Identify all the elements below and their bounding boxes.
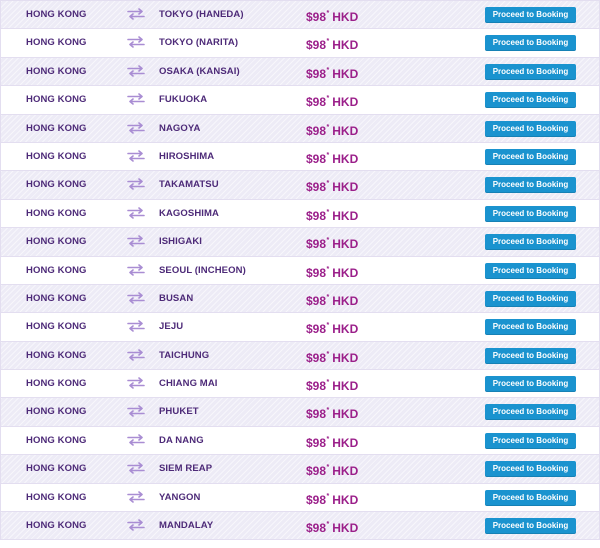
swap-arrows-icon [127, 320, 145, 332]
fare-price [306, 115, 358, 145]
destination-city: HIROSHIMA [159, 150, 215, 162]
route-row [0, 171, 600, 199]
destination-city: FUKUOKA [159, 94, 208, 106]
route-row [0, 455, 600, 483]
price-currency: HKD [332, 237, 359, 252]
origin-city: HONG KONG [26, 179, 87, 191]
route-row [0, 228, 600, 256]
proceed-to-booking-button[interactable]: Proceed to Booking [485, 319, 576, 335]
price-currency: HKD [332, 435, 359, 450]
proceed-to-booking-button[interactable]: Proceed to Booking [485, 92, 576, 108]
price-footnote-mark: * [326, 10, 330, 17]
price-amount: $98 [306, 38, 327, 53]
proceed-to-booking-button[interactable]: Proceed to Booking [485, 7, 576, 23]
price-currency: HKD [332, 350, 359, 365]
proceed-to-booking-button[interactable]: Proceed to Booking [485, 376, 576, 392]
price-footnote-mark: * [326, 293, 330, 301]
price-footnote-mark: * [326, 38, 330, 46]
origin-city: HONG KONG [26, 292, 87, 304]
price-footnote-mark: * [326, 521, 330, 529]
price-currency: HKD [332, 265, 359, 280]
destination-city: NAGOYA [159, 122, 201, 134]
price-currency: HKD [332, 10, 359, 24]
route-row [0, 1, 600, 29]
proceed-to-booking-button[interactable]: Proceed to Booking [485, 234, 576, 250]
price-footnote-mark: * [326, 151, 330, 159]
origin-city: HONG KONG [26, 463, 87, 475]
price-currency: HKD [332, 95, 359, 110]
swap-arrows-icon [127, 519, 145, 531]
swap-arrows-icon [127, 150, 145, 162]
price-footnote-mark: * [326, 123, 330, 131]
origin-city: HONG KONG [26, 378, 87, 390]
price-footnote-mark: * [326, 435, 330, 443]
swap-arrows-icon [127, 264, 145, 276]
route-row [0, 29, 600, 57]
route-row [0, 484, 600, 512]
swap-arrows-icon [127, 235, 145, 247]
route-row [0, 370, 600, 398]
origin-city: HONG KONG [26, 434, 87, 446]
price-footnote-mark: * [326, 464, 330, 472]
price-amount: $98 [306, 180, 327, 195]
swap-arrows-icon [127, 93, 145, 105]
fare-price [306, 342, 358, 372]
price-amount: $98 [306, 151, 327, 166]
destination-city: TOKYO (HANEDA) [159, 9, 244, 20]
origin-city: HONG KONG [26, 9, 87, 20]
price-footnote-mark: * [326, 180, 330, 188]
route-row [0, 285, 600, 313]
price-currency: HKD [332, 293, 359, 308]
swap-arrows-icon [127, 434, 145, 446]
price-amount: $98 [306, 435, 327, 450]
route-row [0, 313, 600, 341]
price-currency: HKD [332, 180, 359, 195]
destination-city: DA NANG [159, 434, 204, 446]
proceed-to-booking-button[interactable]: Proceed to Booking [485, 64, 576, 80]
destination-city: TAKAMATSU [159, 179, 219, 191]
fare-price [306, 370, 358, 400]
price-currency: HKD [332, 66, 359, 81]
swap-arrows-icon [127, 405, 145, 417]
origin-city: HONG KONG [26, 37, 87, 49]
price-amount: $98 [306, 464, 327, 479]
origin-city: HONG KONG [26, 520, 87, 532]
fare-price [306, 86, 358, 116]
fare-price [306, 171, 358, 201]
destination-city: OSAKA (KANSAI) [159, 65, 240, 77]
destination-city: MANDALAY [159, 520, 214, 532]
route-row [0, 398, 600, 426]
route-row [0, 512, 600, 540]
price-currency: HKD [332, 379, 359, 394]
price-amount: $98 [306, 10, 327, 24]
price-footnote-mark: * [326, 350, 330, 358]
swap-arrows-icon [127, 462, 145, 474]
price-currency: HKD [332, 464, 359, 479]
price-amount: $98 [306, 66, 327, 81]
swap-arrows-icon [127, 349, 145, 361]
proceed-to-booking-button[interactable]: Proceed to Booking [485, 263, 576, 279]
destination-city: TOKYO (NARITA) [159, 37, 239, 49]
proceed-to-booking-button[interactable]: Proceed to Booking [485, 121, 576, 137]
destination-city: SEOUL (INCHEON) [159, 264, 246, 276]
price-amount: $98 [306, 407, 327, 422]
proceed-to-booking-button[interactable]: Proceed to Booking [485, 404, 576, 420]
proceed-to-booking-button[interactable]: Proceed to Booking [485, 348, 576, 364]
fare-price [306, 313, 358, 343]
proceed-to-booking-button[interactable]: Proceed to Booking [485, 433, 576, 449]
destination-city: ISHIGAKI [159, 236, 203, 248]
swap-arrows-icon [127, 8, 145, 20]
price-footnote-mark: * [326, 322, 330, 330]
origin-city: HONG KONG [26, 491, 87, 503]
price-footnote-mark: * [326, 66, 330, 74]
swap-arrows-icon [127, 178, 145, 190]
swap-arrows-icon [127, 292, 145, 304]
price-footnote-mark: * [326, 265, 330, 273]
fare-price [306, 200, 358, 230]
destination-city: CHIANG MAI [159, 378, 218, 390]
swap-arrows-icon [127, 122, 145, 134]
price-footnote-mark: * [326, 208, 330, 216]
swap-arrows-icon [127, 36, 145, 48]
price-amount: $98 [306, 265, 327, 280]
fare-price [306, 398, 358, 428]
swap-arrows-icon [127, 377, 145, 389]
price-amount: $98 [306, 521, 327, 536]
swap-arrows-icon [127, 491, 145, 503]
price-amount: $98 [306, 95, 327, 110]
price-currency: HKD [332, 151, 359, 166]
price-footnote-mark: * [326, 237, 330, 245]
origin-city: HONG KONG [26, 150, 87, 162]
price-amount: $98 [306, 123, 327, 138]
fare-price [306, 427, 358, 457]
origin-city: HONG KONG [26, 264, 87, 276]
fare-price [306, 484, 358, 514]
swap-arrows-icon [127, 65, 145, 77]
price-footnote-mark: * [326, 379, 330, 387]
price-currency: HKD [332, 492, 359, 507]
proceed-to-booking-button[interactable]: Proceed to Booking [485, 490, 576, 506]
fare-price [306, 455, 358, 485]
origin-city: HONG KONG [26, 349, 87, 361]
proceed-to-booking-button[interactable]: Proceed to Booking [485, 291, 576, 307]
price-amount: $98 [306, 208, 327, 223]
proceed-to-booking-button[interactable]: Proceed to Booking [485, 177, 576, 193]
route-row [0, 200, 600, 228]
fare-price [306, 257, 358, 287]
price-amount: $98 [306, 379, 327, 394]
price-amount: $98 [306, 322, 327, 337]
destination-city: JEJU [159, 321, 184, 333]
price-footnote-mark: * [326, 492, 330, 500]
route-row [0, 257, 600, 285]
origin-city: HONG KONG [26, 236, 87, 248]
route-row [0, 58, 600, 86]
price-amount: $98 [306, 237, 327, 252]
price-amount: $98 [306, 350, 327, 365]
fare-price [306, 1, 358, 31]
origin-city: HONG KONG [26, 94, 87, 106]
price-footnote-mark: * [326, 407, 330, 415]
destination-city: PHUKET [159, 406, 199, 418]
fare-price [306, 58, 358, 88]
origin-city: HONG KONG [26, 406, 87, 418]
fare-price [306, 29, 358, 59]
destination-city: TAICHUNG [159, 349, 210, 361]
origin-city: HONG KONG [26, 65, 87, 77]
route-row [0, 86, 600, 114]
destination-city: YANGON [159, 491, 201, 503]
origin-city: HONG KONG [26, 207, 87, 219]
proceed-to-booking-button[interactable]: Proceed to Booking [485, 461, 576, 477]
destination-city: BUSAN [159, 292, 194, 304]
price-amount: $98 [306, 293, 327, 308]
proceed-to-booking-button[interactable]: Proceed to Booking [485, 206, 576, 222]
proceed-to-booking-button[interactable]: Proceed to Booking [485, 35, 576, 51]
price-currency: HKD [332, 407, 359, 422]
fare-price [306, 285, 358, 315]
origin-city: HONG KONG [26, 122, 87, 134]
proceed-to-booking-button[interactable]: Proceed to Booking [485, 518, 576, 534]
fare-price [306, 228, 358, 258]
price-currency: HKD [332, 322, 359, 337]
price-currency: HKD [332, 208, 359, 223]
swap-arrows-icon [127, 207, 145, 219]
proceed-to-booking-button[interactable]: Proceed to Booking [485, 149, 576, 165]
route-row [0, 143, 600, 171]
destination-city: KAGOSHIMA [159, 207, 220, 219]
fare-price [306, 143, 358, 173]
destination-city: SIEM REAP [159, 463, 213, 475]
price-currency: HKD [332, 38, 359, 53]
price-currency: HKD [332, 521, 359, 536]
price-footnote-mark: * [326, 95, 330, 103]
price-amount: $98 [306, 492, 327, 507]
origin-city: HONG KONG [26, 321, 87, 333]
route-row [0, 115, 600, 143]
route-row [0, 427, 600, 455]
route-row [0, 342, 600, 370]
price-currency: HKD [332, 123, 359, 138]
fare-price [306, 512, 358, 542]
